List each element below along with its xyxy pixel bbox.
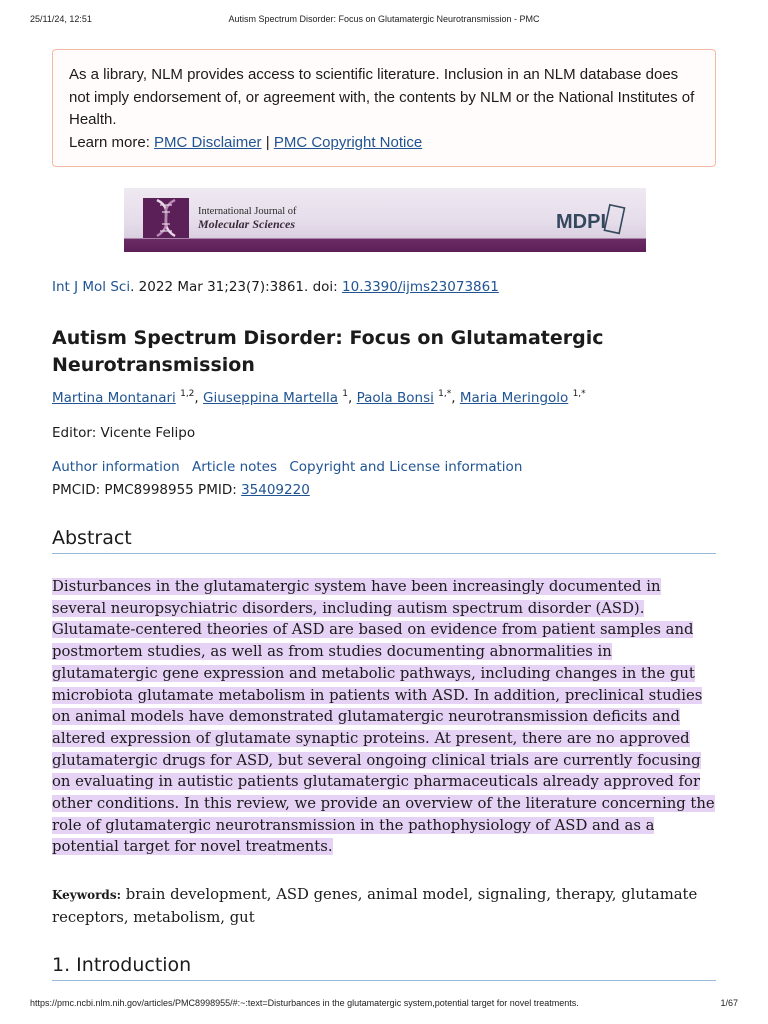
author-link[interactable]: Paola Bonsi [356, 390, 434, 406]
doi-link[interactable]: 10.3390/ijms23073861 [342, 279, 499, 295]
author-affiliation: 1,2 [180, 389, 195, 399]
print-datetime: 25/11/24, 12:51 [30, 14, 92, 24]
keywords [52, 884, 716, 928]
print-page-number: 1/67 [720, 998, 738, 1008]
dna-logo-icon [143, 198, 189, 238]
copyright-license-link[interactable]: Copyright and License information [289, 459, 523, 475]
pmc-disclaimer-link[interactable]: PMC Disclaimer [154, 133, 262, 151]
learn-more-label: Learn more: [69, 133, 150, 151]
author-information-link[interactable]: Author information [52, 459, 180, 475]
author-affiliation: 1,* [572, 389, 586, 399]
nlm-notice [52, 49, 716, 167]
editor-line: Editor: Vicente Felipo [52, 425, 196, 441]
author-list: Martina Montanari $^{1,2}$, Giuseppina Martella $^1$, Paola Bonsi $^{1,*}$, Maria Meringolo $^{1,*}$ [52, 389, 586, 406]
abstract-highlight: Disturbances in the glutamatergic system have been increasingly documented in several neuropsychiatric disorders, including autism spectrum disorder (ASD). Glutamate-centered theories of ASD are based on evidence from patient samples and postmortem studies, as well as from studies documenting abnormalities in glutamatergic gene expression and metabolic pathways, including changes in the gut microbiota glutamate metabolism in patients with ASD. In addition, preclinical studies on animal models have demonstrated glutamatergic neurotransmission deficits and altered expression of glutamate synaptic proteins. At present, there are no approved glutamatergic drugs for ASD, but several ongoing clinical trials are currently focusing on evaluating in autistic patients glutamatergic pharmaceuticals already approved for other conditions. In this review, we provide an overview of the literature concerning the role of glutamatergic neurotransmission in the pathophysiology of ASD and as a potential target for novel treatments. [52, 578, 715, 856]
author-link[interactable]: Maria Meringolo [459, 390, 569, 406]
svg-text:MDPI: MDPI [556, 211, 606, 233]
citation-details: . 2022 Mar 31;23(7):3861. doi: [130, 279, 343, 295]
author-link[interactable]: Giuseppina Martella [203, 390, 338, 406]
introduction-heading: 1. Introduction [52, 954, 716, 981]
article-info-links [52, 459, 530, 475]
notice-text: As a library, NLM provides access to scientific literature. Inclusion in an NLM database does not imply endorsement of, or agreement with, the contents by NLM or the National Institutes of Health. [69, 66, 695, 128]
article-notes-link[interactable]: Article notes [191, 459, 278, 475]
notice-separator: | [265, 133, 270, 151]
author-link[interactable]: Martina Montanari [52, 390, 176, 406]
pmid-link[interactable]: 35409220 [241, 482, 310, 498]
author-affiliation: 1 [342, 389, 349, 399]
article-title: Autism Spectrum Disorder: Focus on Glutamatergic Neurotransmission [52, 327, 604, 376]
journal-name: International Journal of Molecular Sciences [198, 206, 297, 231]
keywords-label: Keywords: [52, 888, 122, 902]
journal-banner[interactable] [124, 188, 646, 252]
author-affiliation: 1,* [438, 389, 452, 399]
citation-line [52, 279, 499, 295]
article-ids [52, 482, 310, 498]
mdpi-logo-icon [556, 202, 626, 238]
print-page-title: Autism Spectrum Disorder: Focus on Glutamatergic Neurotransmission - PMC [228, 14, 540, 24]
print-url: https://pmc.ncbi.nlm.nih.gov/articles/PMC8998955/#:~:text=Disturbances in the glutamatergic system,potential target for novel treatments. [30, 998, 579, 1008]
keywords-text: brain development, ASD genes, animal model, signaling, therapy, glutamate receptors, metabolism, gut [52, 886, 698, 926]
abstract-text [52, 576, 716, 858]
journal-link[interactable]: Int J Mol Sci [52, 279, 131, 295]
pmcid-text: PMCID: PMC8998955 PMID: [52, 482, 242, 498]
pmc-copyright-link[interactable]: PMC Copyright Notice [273, 133, 423, 151]
abstract-heading: Abstract [52, 527, 716, 554]
